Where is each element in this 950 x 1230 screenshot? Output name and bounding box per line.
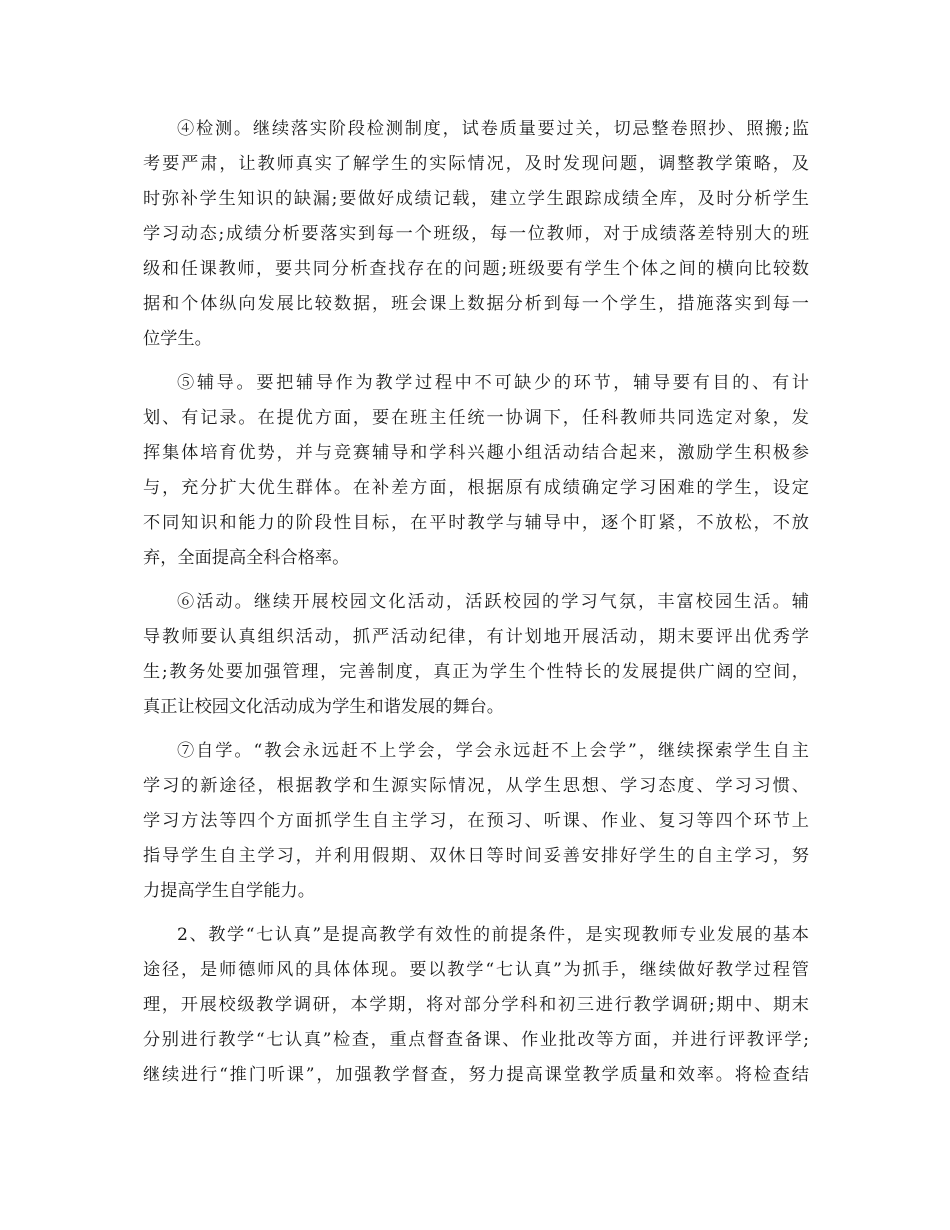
text-line: 生;教务处要加强管理，完善制度，真正为学生个性特长的发展提供广阔的空间， bbox=[143, 662, 809, 682]
text-line: ⑤辅导。要把辅导作为教学过程中不可缺少的环节，辅导要有目的、有计 bbox=[177, 373, 809, 393]
text-line: 据和个体纵向发展比较数据，班会课上数据分析到每一个学生，措施落实到每一 bbox=[143, 294, 809, 314]
text-line: ④检测。继续落实阶段检测制度，试卷质量要过关，切忌整卷照抄、照搬;监 bbox=[177, 119, 809, 139]
paragraph-zixue bbox=[143, 734, 809, 909]
text-line: 分别进行教学“七认真”检查，重点督查备课、作业批改等方面，并进行评教评学; bbox=[143, 1030, 809, 1050]
document-body bbox=[143, 112, 809, 1102]
text-line: 导教师要认真组织活动，抓严活动纪律，有计划地开展活动，期末要评出优秀学 bbox=[143, 627, 809, 647]
text-line: 力提高学生自学能力。 bbox=[143, 881, 315, 901]
text-line: ⑦自学。“教会永远赶不上学会，学会永远赶不上会学”，继续探索学生自主 bbox=[177, 741, 809, 761]
text-line: 时弥补学生知识的缺漏;要做好成绩记载，建立学生跟踪成绩全库，及时分析学生 bbox=[143, 189, 809, 209]
paragraph-qirenzhen bbox=[143, 918, 809, 1093]
text-line: 2、教学“七认真”是提高教学有效性的前提条件，是实现教师专业发展的基本 bbox=[177, 925, 809, 945]
text-line: 考要严肃，让教师真实了解学生的实际情况，及时发现问题，调整教学策略，及 bbox=[143, 154, 809, 174]
text-line: 不同知识和能力的阶段性目标，在平时教学与辅导中，逐个盯紧，不放松，不放 bbox=[143, 513, 809, 533]
text-line: 途径，是师德师风的具体体现。要以教学“七认真”为抓手，继续做好教学过程管 bbox=[143, 960, 809, 980]
text-line: 划、有记录。在提优方面，要在班主任统一协调下，任科教师共同选定对象，发 bbox=[143, 408, 809, 428]
text-line: 理，开展校级教学调研，本学期，将对部分学科和初三进行教学调研;期中、期末 bbox=[143, 995, 809, 1015]
text-line: 位学生。 bbox=[143, 329, 212, 349]
text-line: 与，充分扩大优生群体。在补差方面，根据原有成绩确定学习困难的学生，设定 bbox=[143, 478, 809, 498]
text-line: 学习的新途径，根据教学和生源实际情况，从学生思想、学习态度、学习习惯、 bbox=[143, 776, 809, 796]
text-line: 挥集体培育优势，并与竞赛辅导和学科兴趣小组活动结合起来，激励学生积极参 bbox=[143, 443, 809, 463]
paragraph-jiance bbox=[143, 112, 809, 357]
paragraph-fudao bbox=[143, 366, 809, 576]
text-line: 学习动态;成绩分析要落实到每一个班级，每一位教师，对于成绩落差特别大的班 bbox=[143, 224, 809, 244]
text-line: 级和任课教师，要共同分析查找存在的问题;班级要有学生个体之间的横向比较数 bbox=[143, 259, 809, 279]
text-line: 弃，全面提高全科合格率。 bbox=[143, 548, 350, 568]
paragraph-huodong bbox=[143, 585, 809, 725]
text-line: 真正让校园文化活动成为学生和谐发展的舞台。 bbox=[143, 697, 504, 717]
text-line: 学习方法等四个方面抓学生自主学习，在预习、听课、作业、复习等四个环节上 bbox=[143, 811, 809, 831]
text-line: 继续进行“推门听课”，加强教学督查，努力提高课堂教学质量和效率。将检查结 bbox=[143, 1065, 809, 1085]
text-line: ⑥活动。继续开展校园文化活动，活跃校园的学习气氛，丰富校园生活。辅 bbox=[177, 592, 809, 612]
text-line: 指导学生自主学习，并利用假期、双休日等时间妥善安排好学生的自主学习，努 bbox=[143, 846, 809, 866]
